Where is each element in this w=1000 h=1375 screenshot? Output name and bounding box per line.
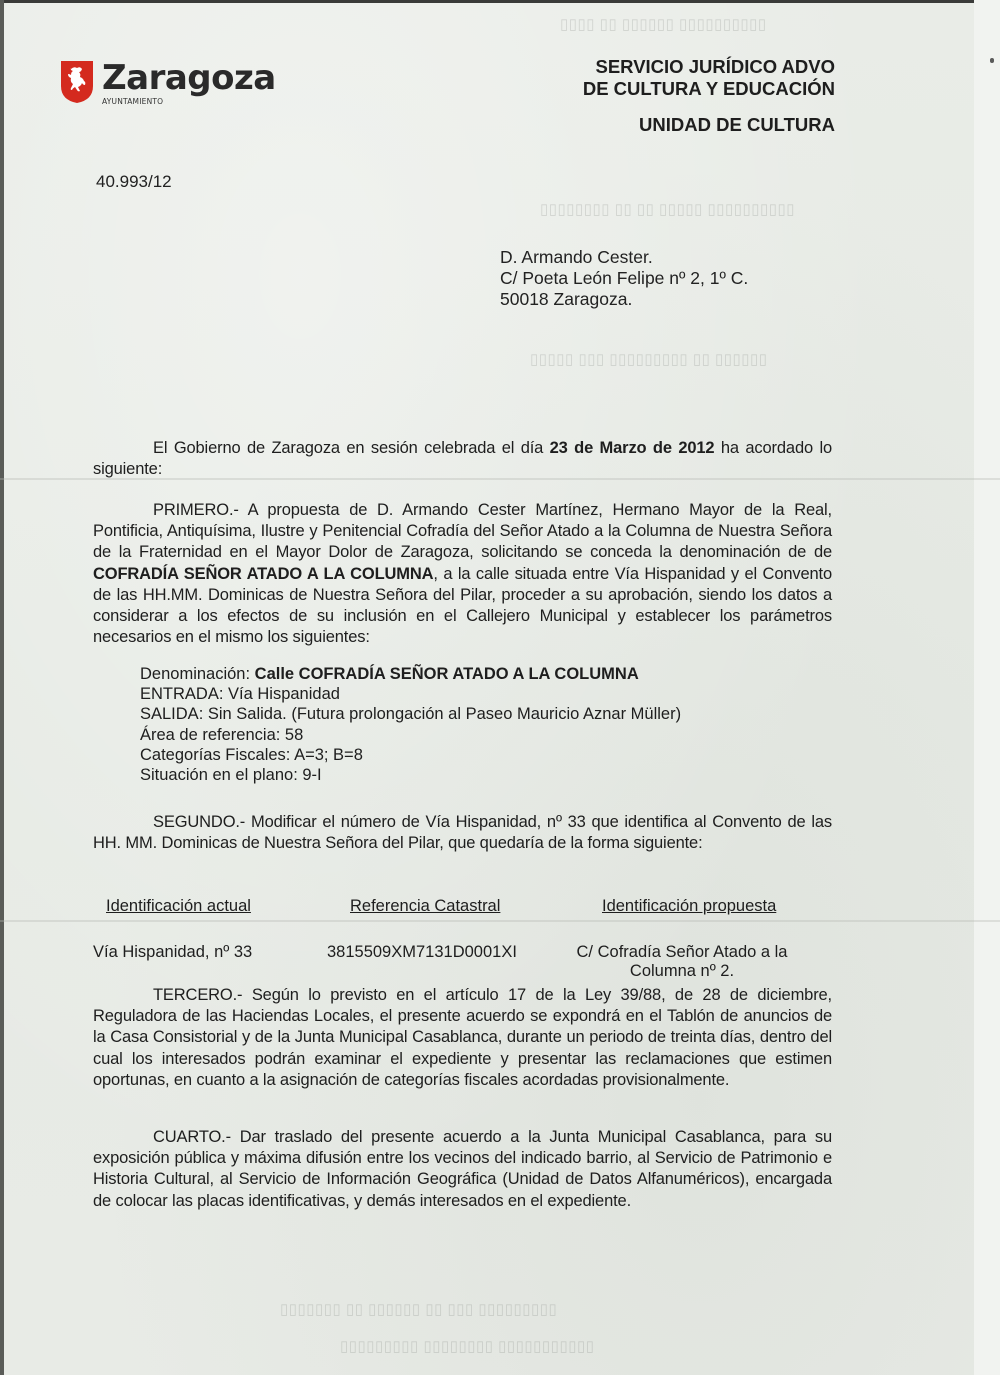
cuarto-paragraph: CUARTO.- Dar traslado del presente acuerdo a la Junta Municipal Casablanca, para su exposición pública y máxima difusión entre los vecinos del indicado barrio, al Servicio de Patrimonio e Historia Cultural, al Servicio de Información Geográfica (Unidad de Datos Alfanuméricos), encargada de colocar las placas identificativas, y demás interesados en el expediente.	[93, 1128, 832, 1210]
detail-denominacion	[140, 664, 681, 684]
tercero-paragraph: TERCERO.- Según lo previsto en el artículo 17 de la Ley 39/88, de 28 de diciembre, Reguladora de las Haciendas Locales, el presente acuerdo se expondrá en el Tablón de anuncios de la Casa Consistorial y de la Junta Municipal Casablanca, durante un periodo de treinta días, dentro del cual los interesados podrán examinar el expediente y presentar las reclamaciones que estimen oportunas, en cuanto a la asignación de categorías fiscales acordadas provisionalmente.	[93, 986, 832, 1089]
segundo-paragraph: SEGUNDO.- Modificar el número de Vía Hispanidad, nº 33 que identifica al Convento de las HH. MM. Dominicas de Nuestra Señora del Pilar, que quedaría de la forma siguiente:	[93, 813, 832, 853]
detail-entrada: ENTRADA: Vía Hispanidad	[140, 685, 340, 704]
denominacion-label: Denominación:	[140, 665, 255, 683]
cell-propuesta	[564, 943, 800, 981]
reference-number: 40.993/12	[96, 172, 172, 191]
cell-actual: Vía Hispanidad, nº 33	[93, 943, 253, 961]
street-name-bold: COFRADÍA SEÑOR ATADO A LA COLUMNA	[93, 564, 434, 583]
recipient-city: 50018 Zaragoza.	[500, 289, 633, 309]
bleed-through-text: ▯▯▯▯▯ ▯▯▯ ▯▯▯▯▯▯▯▯▯ ▯▯ ▯▯▯▯▯▯	[530, 351, 768, 368]
recipient-name: D. Armando Cester.	[500, 247, 653, 267]
logo-wordmark	[102, 58, 276, 106]
scan-left-edge	[0, 0, 4, 1375]
detail-situacion: Situación en el plano: 9-I	[140, 766, 322, 785]
table-header-propuesta: Identificación propuesta	[602, 897, 777, 915]
department-header	[583, 56, 835, 136]
department-line-2: DE CULTURA Y EDUCACIÓN	[582, 78, 835, 99]
cell-catastral: 3815509XM7131D0001XI	[327, 943, 517, 961]
detail-area: Área de referencia: 58	[140, 725, 304, 744]
intro-text-before: El Gobierno de Zaragoza en sesión celebrada el día	[153, 439, 550, 457]
recipient-street: C/ Poeta León Felipe nº 2, 1º C.	[500, 268, 749, 288]
primero-paragraph	[93, 500, 832, 648]
cell-propuesta-line1: C/ Cofradía Señor Atado a la	[576, 943, 788, 961]
primero-text-after: , a la calle situada entre Vía Hispanidad y el Convento de las HH.MM. Dominicas de Nuestra Señora del Pilar, proceder a su aprobación, siendo los datos a considerar a los efectos de su inclusión en el Callejero Municipal y establecer los parámetros necesarios en el mismo los siguientes:	[93, 564, 832, 647]
intro-text-after: ha acordado lo siguiente:	[93, 439, 832, 479]
scan-right-margin	[974, 0, 1000, 1375]
bleed-through-text: ▯▯▯▯▯▯▯▯ ▯▯ ▯▯ ▯▯▯▯▯ ▯▯▯▯▯▯▯▯▯▯	[540, 201, 796, 218]
denominacion-value: Calle COFRADÍA SEÑOR ATADO A LA COLUMNA	[254, 665, 639, 683]
table-header-actual: Identificación actual	[106, 897, 251, 915]
intro-paragraph	[93, 438, 832, 480]
scan-speck	[990, 58, 994, 63]
department-line-1: SERVICIO JURÍDICO ADVO	[595, 56, 835, 77]
logo-city-name: Zaragoza	[102, 58, 276, 98]
bleed-through-text: ▯▯▯▯▯▯▯ ▯▯ ▯▯▯▯▯▯ ▯▯ ▯▯▯ ▯▯▯▯▯▯▯▯▯	[280, 1301, 558, 1318]
bleed-through-text: ▯▯▯▯ ▯▯ ▯▯▯▯▯▯ ▯▯▯▯▯▯▯▯▯▯	[560, 16, 767, 33]
table-header-catastral: Referencia Catastral	[350, 897, 501, 915]
cell-propuesta-line2: Columna nº 2.	[629, 962, 735, 980]
session-date: 23 de Marzo de 2012	[549, 439, 715, 457]
bleed-through-text: ▯▯▯▯▯▯▯▯▯ ▯▯▯▯▯▯▯▯ ▯▯▯▯▯▯▯▯▯▯▯	[340, 1338, 595, 1355]
paper-fold	[0, 920, 1000, 922]
detail-salida: SALIDA: Sin Salida. (Futura prolongación al Paseo Mauricio Aznar Müller)	[140, 705, 682, 724]
primero-text-before: PRIMERO.- A propuesta de D. Armando Cester Martínez, Hermano Mayor de la Real, Pontificia, Antiquísima, Ilustre y Penitencial Cofradía del Señor Atado a la Columna de Nuestra Señora de la Fraternidad en el Mayor Dolor de Zaragoza, solicitando se conceda la denominación de de	[93, 501, 832, 562]
detail-categorias: Categorías Fiscales: A=3; B=8	[140, 745, 363, 764]
recipient-address	[500, 247, 748, 310]
logo-subtitle: AYUNTAMIENTO	[102, 97, 164, 106]
ayuntamiento-logo	[60, 58, 276, 104]
lion-shield-icon	[60, 60, 94, 104]
scan-top-edge	[0, 0, 1000, 3]
street-details	[140, 664, 681, 785]
unit-name: UNIDAD DE CULTURA	[639, 114, 835, 135]
